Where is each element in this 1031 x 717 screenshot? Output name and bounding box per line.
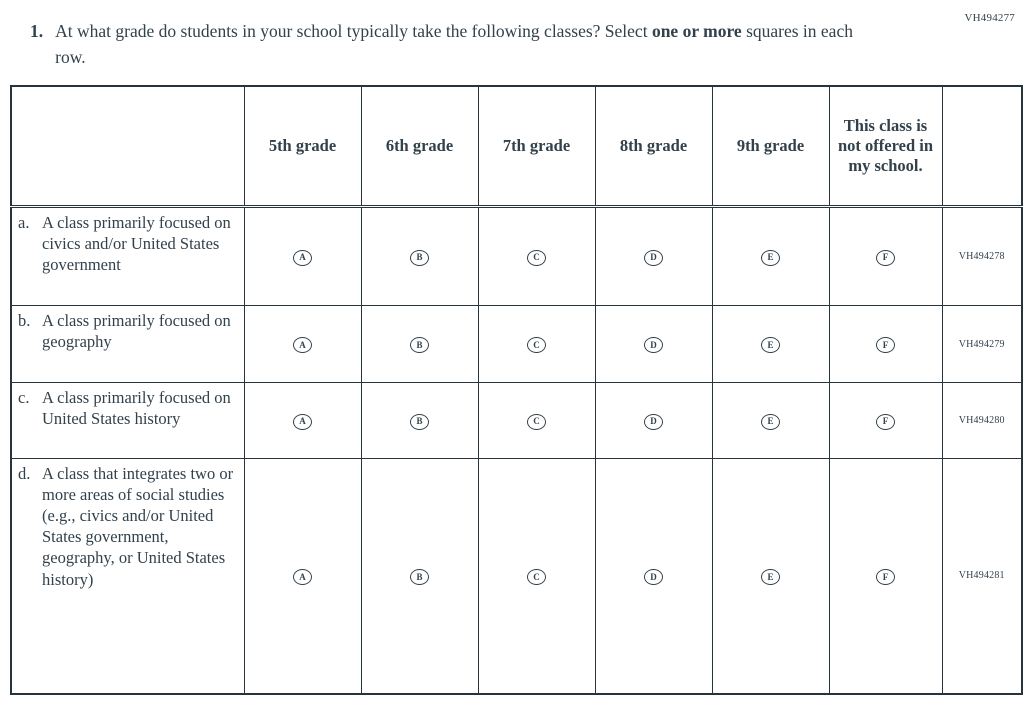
header-row <box>11 86 1022 207</box>
header-8th-grade: 8th grade <box>595 86 712 207</box>
response-grid <box>10 85 1023 695</box>
row-letter-b: b. <box>18 311 31 330</box>
question-text <box>55 18 885 71</box>
row-code-a: VH494278 <box>942 207 1022 306</box>
option-bubble-a[interactable]: A <box>293 414 312 430</box>
cell-a-8th <box>595 207 712 306</box>
option-bubble-c[interactable]: C <box>527 250 546 266</box>
option-bubble-e[interactable]: E <box>761 250 780 266</box>
cell-b-6th <box>361 306 478 383</box>
row-label-d <box>11 459 244 694</box>
option-bubble-b[interactable]: B <box>410 414 429 430</box>
question-1 <box>0 0 920 71</box>
row-code-b: VH494279 <box>942 306 1022 383</box>
question-text-before: At what grade do students in your school typically take the following classes? Select <box>55 21 652 41</box>
cell-d-8th <box>595 459 712 694</box>
option-bubble-a[interactable]: A <box>293 337 312 353</box>
cell-c-5th <box>244 383 361 459</box>
question-number: 1. <box>30 21 44 41</box>
cell-a-6th <box>361 207 478 306</box>
row-letter-c: c. <box>18 388 30 407</box>
header-not-offered: This class is not offered in my school. <box>829 86 942 207</box>
row-text-a: A class primarily focused on civics and/or United States government <box>42 213 231 275</box>
row-label-c <box>11 383 244 459</box>
form-code: VH494277 <box>964 12 1015 24</box>
header-5th-grade: 5th grade <box>244 86 361 207</box>
cell-b-5th <box>244 306 361 383</box>
option-bubble-d[interactable]: D <box>644 569 663 585</box>
cell-d-9th <box>712 459 829 694</box>
cell-c-9th <box>712 383 829 459</box>
cell-d-5th <box>244 459 361 694</box>
table-row-d <box>11 459 1022 694</box>
option-bubble-f[interactable]: F <box>876 337 895 353</box>
cell-b-8th <box>595 306 712 383</box>
cell-d-not-offered <box>829 459 942 694</box>
row-text-c: A class primarily focused on United States history <box>42 388 231 429</box>
row-label-b <box>11 306 244 383</box>
option-bubble-d[interactable]: D <box>644 337 663 353</box>
option-bubble-b[interactable]: B <box>410 250 429 266</box>
question-text-bold: one or more <box>651 21 742 41</box>
header-9th-grade: 9th grade <box>712 86 829 207</box>
header-code-blank <box>942 86 1022 207</box>
option-bubble-d[interactable]: D <box>644 414 663 430</box>
option-bubble-a[interactable]: A <box>293 250 312 266</box>
row-label-a <box>11 207 244 306</box>
option-bubble-c[interactable]: C <box>527 569 546 585</box>
option-bubble-b[interactable]: B <box>410 569 429 585</box>
cell-b-not-offered <box>829 306 942 383</box>
cell-a-9th <box>712 207 829 306</box>
cell-d-6th <box>361 459 478 694</box>
cell-c-7th <box>478 383 595 459</box>
row-text-d: A class that integrates two or more areas of social studies (e.g., civics and/or United States government, geography, or United States history) <box>42 464 234 589</box>
option-bubble-e[interactable]: E <box>761 569 780 585</box>
table-row-b <box>11 306 1022 383</box>
table-row-c <box>11 383 1022 459</box>
table-row-a <box>11 207 1022 306</box>
cell-c-not-offered <box>829 383 942 459</box>
question-text-after: squares in each row. <box>55 21 853 68</box>
header-7th-grade: 7th grade <box>478 86 595 207</box>
cell-a-7th <box>478 207 595 306</box>
option-bubble-b[interactable]: B <box>410 337 429 353</box>
option-bubble-e[interactable]: E <box>761 337 780 353</box>
cell-a-5th <box>244 207 361 306</box>
cell-d-7th <box>478 459 595 694</box>
option-bubble-c[interactable]: C <box>527 414 546 430</box>
row-code-c: VH494280 <box>942 383 1022 459</box>
cell-b-9th <box>712 306 829 383</box>
option-bubble-e[interactable]: E <box>761 414 780 430</box>
option-bubble-c[interactable]: C <box>527 337 546 353</box>
row-letter-d: d. <box>18 464 31 483</box>
row-code-d: VH494281 <box>942 459 1022 694</box>
option-bubble-f[interactable]: F <box>876 414 895 430</box>
row-text-b: A class primarily focused on geography <box>42 311 231 352</box>
cell-c-6th <box>361 383 478 459</box>
row-letter-a: a. <box>18 213 30 232</box>
option-bubble-f[interactable]: F <box>876 250 895 266</box>
header-blank <box>11 86 244 207</box>
cell-c-8th <box>595 383 712 459</box>
option-bubble-f[interactable]: F <box>876 569 895 585</box>
option-bubble-d[interactable]: D <box>644 250 663 266</box>
header-6th-grade: 6th grade <box>361 86 478 207</box>
option-bubble-a[interactable]: A <box>293 569 312 585</box>
cell-a-not-offered <box>829 207 942 306</box>
cell-b-7th <box>478 306 595 383</box>
